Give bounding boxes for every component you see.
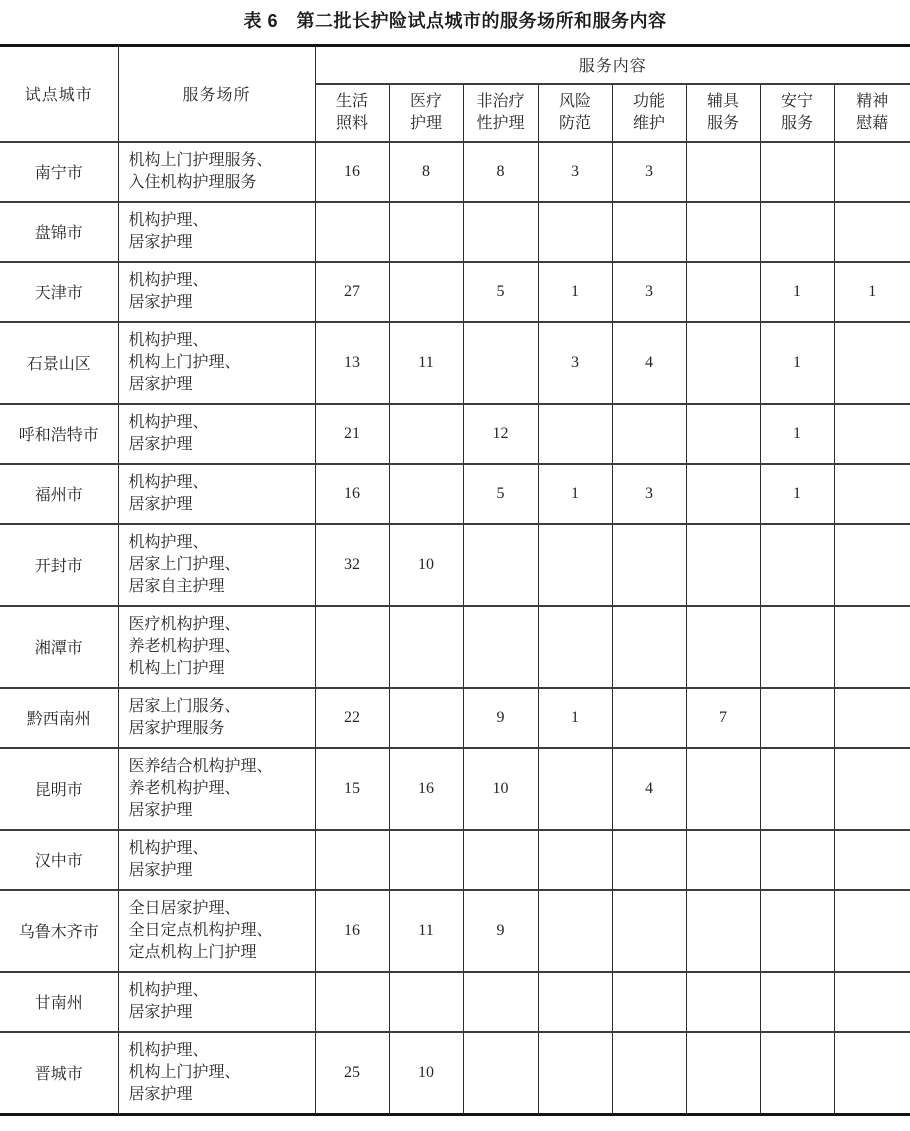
venue-cell bbox=[118, 322, 315, 404]
value-cell bbox=[389, 606, 463, 688]
table-row bbox=[0, 890, 910, 972]
value-cell bbox=[389, 202, 463, 262]
table-row bbox=[0, 202, 910, 262]
value-cell: 8 bbox=[463, 142, 538, 202]
venue-line: 居家上门服务、 bbox=[128, 697, 241, 715]
venue-cell bbox=[118, 142, 315, 202]
venue-line: 养老机构护理、 bbox=[128, 779, 241, 797]
header-city: 试点城市 bbox=[0, 46, 118, 142]
value-cell: 16 bbox=[315, 142, 389, 202]
venue-line: 机构护理、 bbox=[128, 271, 209, 289]
value-cell bbox=[686, 404, 760, 464]
venue-line: 居家上门护理、 bbox=[128, 555, 241, 573]
city-cell: 天津市 bbox=[0, 262, 118, 322]
value-cell bbox=[612, 688, 686, 748]
value-cell: 25 bbox=[315, 1032, 389, 1115]
venue-line: 全日居家护理、 bbox=[128, 899, 241, 917]
header-col-spiritual-comfort bbox=[834, 84, 910, 142]
venue-line: 机构上门护理、 bbox=[128, 1063, 241, 1081]
table-row bbox=[0, 322, 910, 404]
table-row bbox=[0, 748, 910, 830]
value-cell bbox=[389, 404, 463, 464]
value-cell bbox=[760, 1032, 834, 1115]
value-cell: 15 bbox=[315, 748, 389, 830]
header-col-life-care bbox=[315, 84, 389, 142]
city-cell: 黔西南州 bbox=[0, 688, 118, 748]
value-cell bbox=[612, 606, 686, 688]
table-row bbox=[0, 464, 910, 524]
value-cell bbox=[389, 830, 463, 890]
venue-line: 机构护理、 bbox=[128, 1041, 209, 1059]
venue-cell bbox=[118, 202, 315, 262]
value-cell: 3 bbox=[612, 262, 686, 322]
value-cell bbox=[538, 830, 612, 890]
venue-line: 居家护理 bbox=[128, 801, 193, 819]
value-cell bbox=[612, 972, 686, 1032]
header-col-line: 照料 bbox=[335, 114, 368, 132]
venue-cell bbox=[118, 262, 315, 322]
value-cell: 10 bbox=[389, 1032, 463, 1115]
value-cell bbox=[538, 202, 612, 262]
city-cell: 晋城市 bbox=[0, 1032, 118, 1115]
value-cell: 8 bbox=[389, 142, 463, 202]
value-cell bbox=[612, 830, 686, 890]
venue-line: 全日定点机构护理、 bbox=[128, 921, 273, 939]
table-row bbox=[0, 404, 910, 464]
value-cell bbox=[612, 202, 686, 262]
value-cell bbox=[686, 748, 760, 830]
header-col-nontherapeutic-nursing bbox=[463, 84, 538, 142]
venue-cell bbox=[118, 972, 315, 1032]
value-cell: 5 bbox=[463, 464, 538, 524]
value-cell bbox=[834, 524, 910, 606]
value-cell bbox=[834, 830, 910, 890]
value-cell: 1 bbox=[834, 262, 910, 322]
header-col-line: 防范 bbox=[558, 114, 591, 132]
header-col-line: 非治疗 bbox=[476, 92, 525, 110]
venue-line: 机构护理、 bbox=[128, 473, 209, 491]
venue-cell bbox=[118, 524, 315, 606]
venue-line: 机构护理、 bbox=[128, 981, 209, 999]
city-cell: 昆明市 bbox=[0, 748, 118, 830]
header-col-risk-prevention bbox=[538, 84, 612, 142]
table-row bbox=[0, 972, 910, 1032]
value-cell bbox=[834, 606, 910, 688]
venue-line: 居家护理服务 bbox=[128, 719, 225, 737]
value-cell bbox=[834, 890, 910, 972]
value-cell bbox=[463, 524, 538, 606]
table-header bbox=[0, 46, 910, 142]
value-cell: 27 bbox=[315, 262, 389, 322]
value-cell bbox=[760, 890, 834, 972]
city-cell: 盘锦市 bbox=[0, 202, 118, 262]
value-cell bbox=[760, 748, 834, 830]
value-cell: 1 bbox=[760, 464, 834, 524]
value-cell: 1 bbox=[538, 688, 612, 748]
city-cell: 福州市 bbox=[0, 464, 118, 524]
header-col-line: 医疗 bbox=[409, 92, 442, 110]
value-cell bbox=[834, 202, 910, 262]
value-cell bbox=[463, 606, 538, 688]
value-cell: 1 bbox=[760, 404, 834, 464]
value-cell bbox=[463, 1032, 538, 1115]
value-cell bbox=[686, 262, 760, 322]
value-cell: 12 bbox=[463, 404, 538, 464]
value-cell: 1 bbox=[760, 322, 834, 404]
value-cell: 21 bbox=[315, 404, 389, 464]
value-cell: 1 bbox=[538, 464, 612, 524]
header-col-line: 精神 bbox=[856, 92, 889, 110]
venue-line: 机构护理、 bbox=[128, 413, 209, 431]
value-cell: 3 bbox=[538, 322, 612, 404]
venue-line: 居家护理 bbox=[128, 293, 193, 311]
table-body bbox=[0, 142, 910, 1115]
city-cell: 汉中市 bbox=[0, 830, 118, 890]
value-cell: 4 bbox=[612, 748, 686, 830]
table-row bbox=[0, 1032, 910, 1115]
venue-cell bbox=[118, 464, 315, 524]
value-cell bbox=[612, 890, 686, 972]
value-cell bbox=[686, 890, 760, 972]
venue-line: 机构护理、 bbox=[128, 331, 209, 349]
value-cell: 3 bbox=[612, 142, 686, 202]
venue-cell bbox=[118, 606, 315, 688]
service-table bbox=[0, 44, 910, 1116]
value-cell: 3 bbox=[612, 464, 686, 524]
value-cell bbox=[686, 524, 760, 606]
venue-line: 定点机构上门护理 bbox=[128, 943, 257, 961]
header-col-line: 服务 bbox=[706, 114, 739, 132]
value-cell bbox=[463, 972, 538, 1032]
header-col-line: 服务 bbox=[780, 114, 813, 132]
venue-line: 入住机构护理服务 bbox=[128, 173, 257, 191]
value-cell bbox=[834, 748, 910, 830]
value-cell bbox=[834, 972, 910, 1032]
venue-cell bbox=[118, 890, 315, 972]
city-cell: 湘潭市 bbox=[0, 606, 118, 688]
city-cell: 南宁市 bbox=[0, 142, 118, 202]
header-col-line: 安宁 bbox=[780, 92, 813, 110]
value-cell bbox=[389, 262, 463, 322]
value-cell bbox=[686, 606, 760, 688]
venue-line: 医养结合机构护理、 bbox=[128, 757, 273, 775]
venue-line: 机构上门护理、 bbox=[128, 353, 241, 371]
venue-cell bbox=[118, 404, 315, 464]
city-cell: 甘南州 bbox=[0, 972, 118, 1032]
venue-cell bbox=[118, 748, 315, 830]
value-cell bbox=[538, 606, 612, 688]
value-cell bbox=[315, 972, 389, 1032]
value-cell bbox=[834, 142, 910, 202]
venue-cell bbox=[118, 688, 315, 748]
venue-line: 居家护理 bbox=[128, 495, 193, 513]
value-cell bbox=[834, 404, 910, 464]
value-cell bbox=[463, 322, 538, 404]
venue-cell bbox=[118, 830, 315, 890]
value-cell bbox=[686, 142, 760, 202]
city-cell: 乌鲁木齐市 bbox=[0, 890, 118, 972]
value-cell bbox=[463, 830, 538, 890]
header-col-line: 辅具 bbox=[706, 92, 739, 110]
city-cell: 开封市 bbox=[0, 524, 118, 606]
value-cell bbox=[612, 1032, 686, 1115]
value-cell bbox=[760, 606, 834, 688]
value-cell bbox=[686, 972, 760, 1032]
table-row bbox=[0, 688, 910, 748]
value-cell bbox=[538, 890, 612, 972]
value-cell: 22 bbox=[315, 688, 389, 748]
venue-line: 居家护理 bbox=[128, 861, 193, 879]
table-row bbox=[0, 142, 910, 202]
value-cell bbox=[538, 748, 612, 830]
venue-line: 居家护理 bbox=[128, 375, 193, 393]
value-cell bbox=[760, 972, 834, 1032]
value-cell: 13 bbox=[315, 322, 389, 404]
venue-line: 机构上门护理 bbox=[128, 659, 225, 677]
header-col-line: 风险 bbox=[558, 92, 591, 110]
header-col-hospice-service bbox=[760, 84, 834, 142]
value-cell: 11 bbox=[389, 322, 463, 404]
header-col-medical-nursing bbox=[389, 84, 463, 142]
value-cell: 9 bbox=[463, 688, 538, 748]
venue-line: 医疗机构护理、 bbox=[128, 615, 241, 633]
city-cell: 石景山区 bbox=[0, 322, 118, 404]
value-cell bbox=[315, 830, 389, 890]
value-cell bbox=[834, 322, 910, 404]
table-row bbox=[0, 606, 910, 688]
table-title: 表 6 第二批长护险试点城市的服务场所和服务内容 bbox=[243, 11, 667, 31]
header-col-line: 维护 bbox=[632, 114, 665, 132]
header-row-1 bbox=[0, 46, 910, 84]
value-cell bbox=[760, 142, 834, 202]
venue-line: 居家护理 bbox=[128, 233, 193, 251]
venue-line: 机构护理、 bbox=[128, 211, 209, 229]
venue-line: 居家自主护理 bbox=[128, 577, 225, 595]
value-cell: 16 bbox=[389, 748, 463, 830]
value-cell bbox=[834, 464, 910, 524]
value-cell bbox=[612, 524, 686, 606]
header-venue: 服务场所 bbox=[118, 46, 315, 142]
value-cell bbox=[315, 202, 389, 262]
value-cell: 32 bbox=[315, 524, 389, 606]
value-cell bbox=[686, 830, 760, 890]
value-cell bbox=[760, 830, 834, 890]
value-cell bbox=[834, 1032, 910, 1115]
header-col-line: 功能 bbox=[632, 92, 665, 110]
table-row bbox=[0, 524, 910, 606]
value-cell bbox=[538, 404, 612, 464]
header-col-line: 护理 bbox=[409, 114, 442, 132]
header-col-assistive-device bbox=[686, 84, 760, 142]
venue-line: 居家护理 bbox=[128, 1085, 193, 1103]
header-col-line: 生活 bbox=[335, 92, 368, 110]
value-cell bbox=[686, 322, 760, 404]
venue-line: 机构护理、 bbox=[128, 839, 209, 857]
city-cell: 呼和浩特市 bbox=[0, 404, 118, 464]
value-cell bbox=[760, 202, 834, 262]
header-col-line: 性护理 bbox=[476, 114, 525, 132]
value-cell bbox=[686, 202, 760, 262]
value-cell: 9 bbox=[463, 890, 538, 972]
value-cell bbox=[686, 464, 760, 524]
venue-line: 机构护理、 bbox=[128, 533, 209, 551]
venue-line: 居家护理 bbox=[128, 435, 193, 453]
value-cell: 11 bbox=[389, 890, 463, 972]
value-cell bbox=[686, 1032, 760, 1115]
value-cell bbox=[538, 972, 612, 1032]
value-cell: 10 bbox=[463, 748, 538, 830]
venue-line: 养老机构护理、 bbox=[128, 637, 241, 655]
venue-line: 居家护理 bbox=[128, 1003, 193, 1021]
value-cell: 5 bbox=[463, 262, 538, 322]
venue-line: 机构上门护理服务、 bbox=[128, 151, 273, 169]
value-cell: 3 bbox=[538, 142, 612, 202]
value-cell: 4 bbox=[612, 322, 686, 404]
value-cell bbox=[760, 688, 834, 748]
table-row bbox=[0, 262, 910, 322]
header-content-group: 服务内容 bbox=[315, 46, 910, 84]
value-cell bbox=[538, 524, 612, 606]
value-cell bbox=[389, 464, 463, 524]
table-row bbox=[0, 830, 910, 890]
value-cell: 7 bbox=[686, 688, 760, 748]
value-cell bbox=[760, 524, 834, 606]
value-cell bbox=[538, 1032, 612, 1115]
venue-cell bbox=[118, 1032, 315, 1115]
value-cell bbox=[612, 404, 686, 464]
value-cell: 1 bbox=[538, 262, 612, 322]
value-cell bbox=[389, 972, 463, 1032]
value-cell bbox=[463, 202, 538, 262]
value-cell: 10 bbox=[389, 524, 463, 606]
value-cell bbox=[389, 688, 463, 748]
value-cell: 1 bbox=[760, 262, 834, 322]
value-cell bbox=[834, 688, 910, 748]
value-cell bbox=[315, 606, 389, 688]
header-col-line: 慰藉 bbox=[856, 114, 889, 132]
value-cell: 16 bbox=[315, 890, 389, 972]
value-cell: 16 bbox=[315, 464, 389, 524]
header-col-function-maintenance bbox=[612, 84, 686, 142]
